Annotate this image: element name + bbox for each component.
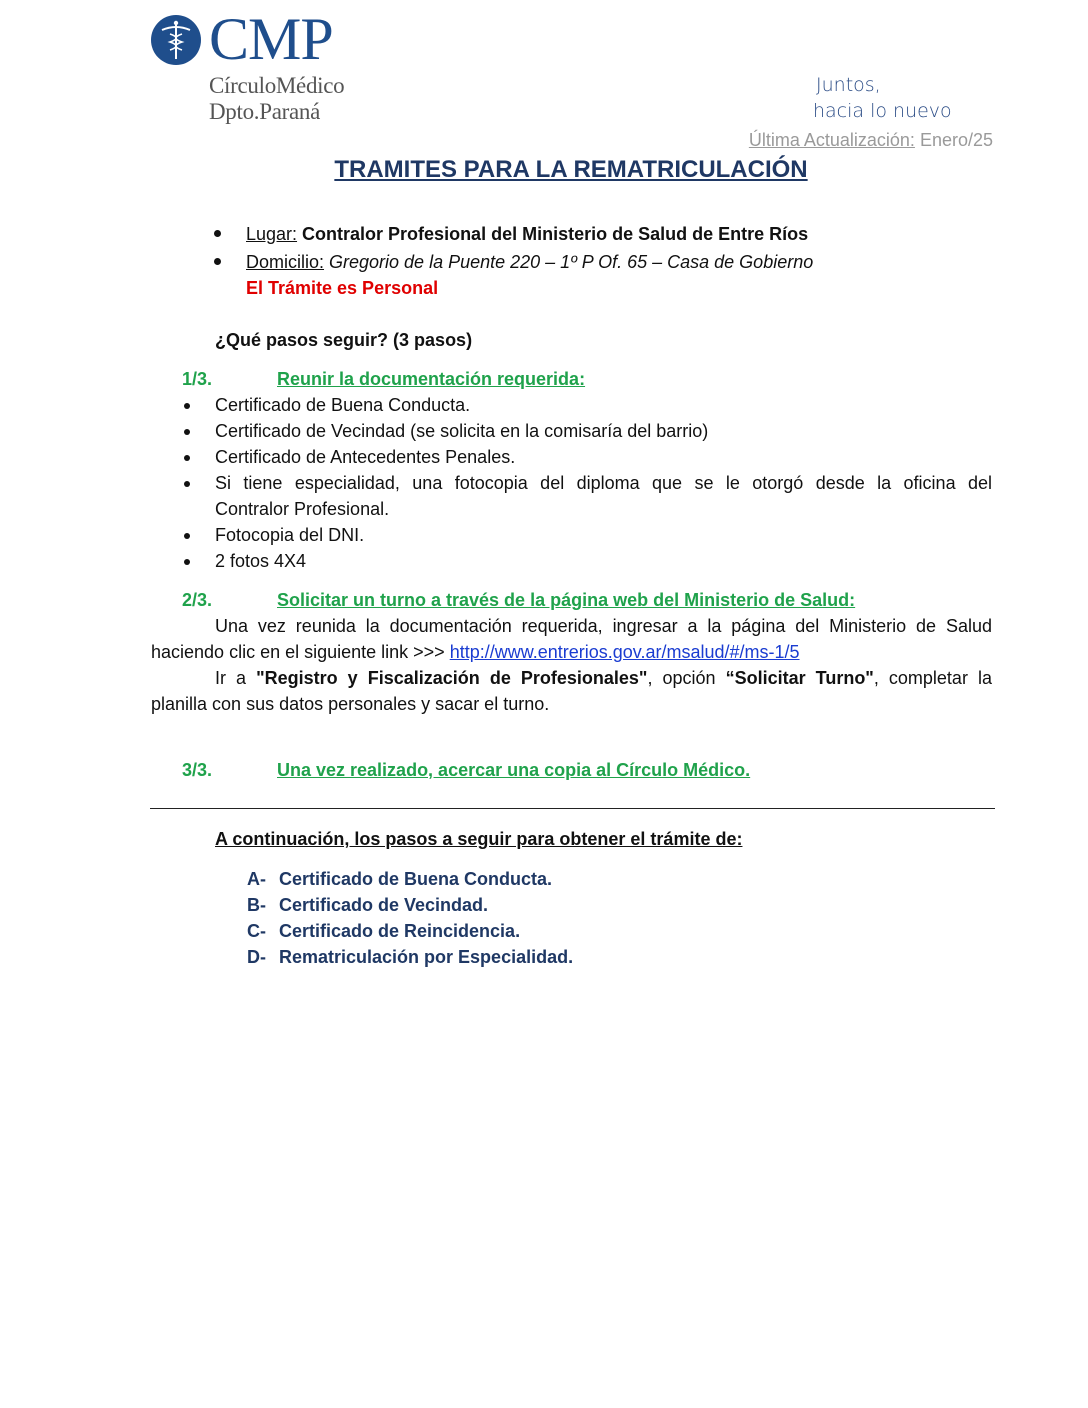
bullet-icon (184, 533, 190, 539)
last-update-value: Enero/25 (914, 130, 993, 150)
bullet-icon (184, 481, 190, 487)
logo-wordmark: CMP (209, 6, 333, 72)
item-text: Certificado de Buena Conducta. (279, 869, 553, 889)
page-title: TRAMITES PARA LA REMATRICULACIÓN (334, 156, 808, 183)
step3-title: Una vez realizado, acercar una copia al Círculo Médico. (277, 760, 751, 780)
slogan-line1: Juntos, (816, 74, 881, 96)
domicilio-line (246, 249, 813, 275)
bullet-icon (214, 258, 221, 265)
step2-paragraph2-line1 (215, 665, 992, 691)
ministerio-salud-link[interactable]: http://www.entrerios.gov.ar/msalud/#/ms-1/5 (449, 642, 800, 662)
domicilio-value: Gregorio de la Puente 220 – 1º P Of. 65 – Casa de Gobierno (324, 252, 814, 272)
list-item: Si tiene especialidad, una fotocopia del diploma que se le otorgó desde la oficina del (215, 473, 992, 493)
list-item: Fotocopia del DNI. (215, 525, 365, 545)
bullet-icon (184, 559, 190, 565)
last-update-label: Última Actualización: (748, 130, 915, 150)
item-letter: A- (247, 869, 266, 889)
item-letter: C- (247, 921, 266, 941)
step2-link-prefix: haciendo clic en el siguiente link >>> (151, 642, 450, 662)
caduceus-logo-icon (150, 14, 202, 66)
item-text: Certificado de Vecindad. (279, 895, 489, 915)
logo-subtitle-line2: Dpto.Paraná (209, 99, 321, 124)
slogan-line2: hacia lo nuevo (813, 100, 952, 122)
bullet-icon (184, 429, 190, 435)
divider (150, 808, 995, 809)
step2-title: Solicitar un turno a través de la página web del Ministerio de Salud: (277, 590, 856, 610)
personal-note: El Trámite es Personal (246, 278, 439, 298)
bullet-icon (184, 455, 190, 461)
step2-paragraph-line1: Una vez reunida la documentación requerida, ingresar a la página del Ministerio de Salud (215, 616, 992, 636)
list-item: Certificado de Buena Conducta. (215, 395, 471, 415)
item-letter: D- (247, 947, 266, 967)
text-fragment: , completar la (873, 668, 992, 688)
list-item: Certificado de Vecindad (se solicita en la comisaría del barrio) (215, 421, 709, 441)
bullet-icon (214, 230, 221, 237)
lugar-label: Lugar: (246, 224, 298, 244)
list-item-continuation: Contralor Profesional. (215, 499, 390, 519)
step2-paragraph2-line2: planilla con sus datos personales y sacar el turno. (151, 694, 550, 714)
logo-subtitle-line1: CírculoMédico (209, 73, 345, 98)
list-item: 2 fotos 4X4 (215, 551, 307, 571)
text-fragment: , opción (647, 668, 726, 688)
lugar-line (246, 221, 808, 247)
item-text: Rematriculación por Especialidad. (279, 947, 574, 967)
continuation-heading: A continuación, los pasos a seguir para obtener el trámite de: (215, 829, 743, 849)
last-update (749, 130, 993, 151)
solicitar-turno-label: “Solicitar Turno" (725, 668, 874, 688)
steps-question: ¿Qué pasos seguir? (3 pasos) (215, 330, 473, 350)
registro-label: "Registro y Fiscalización de Profesionales" (256, 668, 648, 688)
step3-number: 3/3. (182, 760, 213, 780)
text-fragment: Ir a (215, 668, 257, 688)
list-item: Certificado de Antecedentes Penales. (215, 447, 516, 467)
step1-number: 1/3. (182, 369, 213, 389)
step2-paragraph-line2 (151, 639, 800, 665)
lugar-value: Contralor Profesional del Ministerio de Salud de Entre Ríos (297, 224, 809, 244)
item-text: Certificado de Reincidencia. (279, 921, 521, 941)
step1-title: Reunir la documentación requerida: (277, 369, 586, 389)
step2-number: 2/3. (182, 590, 213, 610)
bullet-icon (184, 403, 190, 409)
item-letter: B- (247, 895, 266, 915)
domicilio-label: Domicilio: (246, 252, 325, 272)
